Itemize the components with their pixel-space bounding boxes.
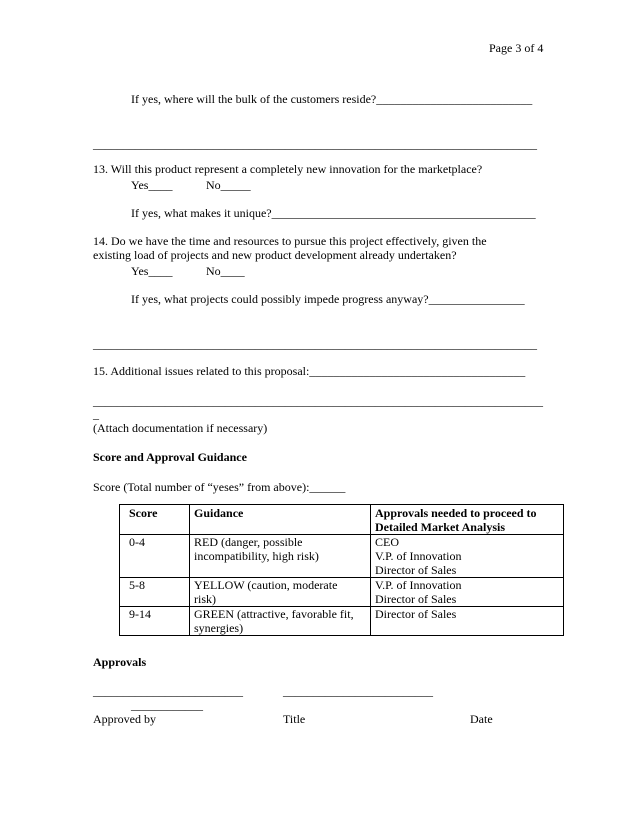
guidance-text: incompatibility, high risk) <box>194 549 319 563</box>
table-row <box>120 607 564 636</box>
approver: Director of Sales <box>375 563 457 577</box>
approved-by-signature-line: _________________________ <box>93 684 243 698</box>
q13-question: 13. Will this product represent a completely new innovation for the marketplace? <box>93 162 483 176</box>
score-line: Score (Total number of “yeses” from above):______ <box>93 480 346 494</box>
page-number: Page 3 of 4 <box>489 41 544 55</box>
title-signature-line: _________________________ <box>283 684 433 698</box>
date-signature-line: ____________ <box>131 698 203 712</box>
row-approvals <box>371 578 564 607</box>
q15-answer-line-tail: _ <box>93 407 99 421</box>
header-guidance: Guidance <box>190 505 371 535</box>
guidance-text: YELLOW (caution, moderate <box>194 578 338 592</box>
title-label: Title <box>283 712 306 726</box>
q13-yes: Yes____ <box>131 178 173 192</box>
row-score: 5-8 <box>120 578 190 607</box>
date-label: Date <box>470 712 493 726</box>
approver: V.P. of Innovation <box>375 549 462 563</box>
guidance-text: risk) <box>194 592 216 606</box>
guidance-text: RED (danger, possible <box>194 535 303 549</box>
q13-no: No_____ <box>206 178 251 192</box>
approver: Director of Sales <box>375 607 457 621</box>
attach-note: (Attach documentation if necessary) <box>93 421 268 435</box>
row-guidance <box>190 578 371 607</box>
row-approvals <box>371 535 564 578</box>
approver: Director of Sales <box>375 592 457 606</box>
q15-answer-line: ___________________________________________________________________________ <box>93 394 543 408</box>
q14-followup: If yes, what projects could possibly impede progress anyway?________________ <box>131 292 525 306</box>
header-approvals: Approvals needed to proceed to Detailed Market Analysis <box>371 505 564 535</box>
q15-question: 15. Additional issues related to this proposal:____________________________________ <box>93 364 526 378</box>
header-score: Score <box>120 505 190 535</box>
guidance-table <box>119 504 564 636</box>
q12-followup: If yes, where will the bulk of the customers reside?__________________________ <box>131 92 533 106</box>
row-guidance <box>190 607 371 636</box>
row-approvals <box>371 607 564 636</box>
row-guidance <box>190 535 371 578</box>
row-score: 9-14 <box>120 607 190 636</box>
q14-question-line1: 14. Do we have the time and resources to pursue this project effectively, given the <box>93 234 487 248</box>
table-header-row <box>120 505 564 535</box>
table-row <box>120 578 564 607</box>
table-row <box>120 535 564 578</box>
score-section-heading: Score and Approval Guidance <box>93 450 247 464</box>
q14-answer-line: __________________________________________________________________________ <box>93 337 537 351</box>
q14-no: No____ <box>206 264 245 278</box>
approver: V.P. of Innovation <box>375 578 462 592</box>
guidance-text: synergies) <box>194 621 244 635</box>
q12-answer-line: __________________________________________________________________________ <box>93 137 537 151</box>
approver: CEO <box>375 535 399 549</box>
q14-question-line2: existing load of projects and new product development already undertaken? <box>93 248 457 262</box>
row-score: 0-4 <box>120 535 190 578</box>
q14-yes: Yes____ <box>131 264 173 278</box>
q13-followup: If yes, what makes it unique?____________________________________________ <box>131 206 536 220</box>
approved-by-label: Approved by <box>93 712 156 726</box>
guidance-text: GREEN (attractive, favorable fit, <box>194 607 354 621</box>
approvals-heading: Approvals <box>93 655 147 669</box>
